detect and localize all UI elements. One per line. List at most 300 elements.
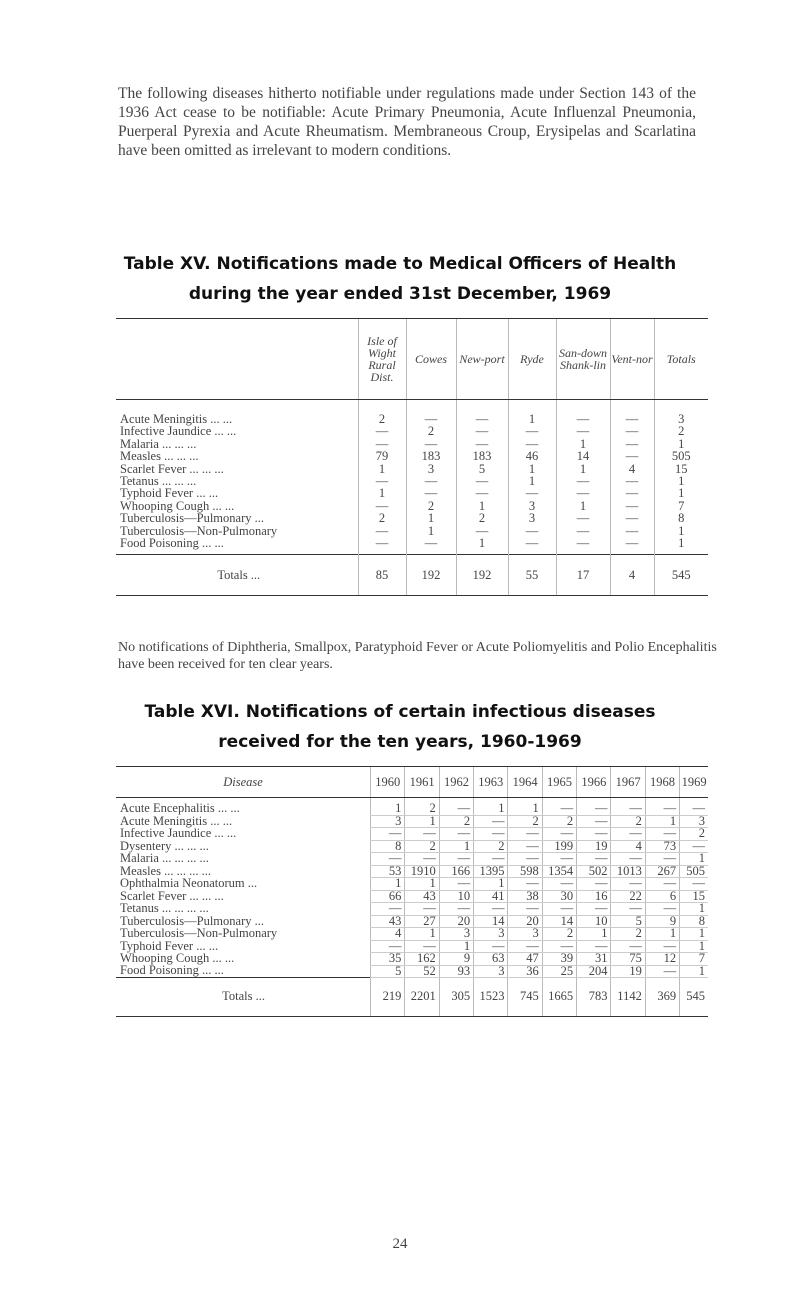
table-cell: 39 [542, 953, 576, 966]
table-cell: — [456, 487, 508, 499]
table-row [116, 512, 708, 524]
table-cell: 783 [577, 978, 611, 1017]
table-cell: 93 [439, 965, 473, 978]
table-cell: — [610, 450, 654, 462]
header-cell: San-down Shank-lin [556, 319, 610, 400]
table-cell: — [611, 940, 645, 953]
table-cell: Scarlet Fever ... ... ... [120, 888, 224, 903]
table-cell: 2 [611, 928, 645, 941]
table-cell: 15 [680, 890, 708, 903]
totals-row [116, 555, 708, 596]
table-cell: 3 [439, 928, 473, 941]
table-cell: — [611, 828, 645, 841]
table-cell: — [405, 940, 439, 953]
header-cell: 1966 [577, 767, 611, 798]
table-cell: Malaria ... ... ... [120, 436, 197, 451]
table-cell: — [508, 840, 542, 853]
table-cell: — [645, 903, 679, 916]
table-cell: 3 [474, 928, 508, 941]
table-cell: 5 [371, 965, 405, 978]
header-cell: 1962 [439, 767, 473, 798]
table-cell: 7 [654, 500, 708, 512]
table-cell: Acute Meningitis ... ... [120, 813, 233, 828]
table-cell: 3 [371, 815, 405, 828]
header-cell: Ryde [508, 319, 556, 400]
table-cell: 166 [439, 865, 473, 878]
table-cell: — [508, 537, 556, 555]
table-cell: 219 [371, 978, 405, 1017]
table-cell: 14 [556, 450, 610, 462]
table-cell: 1523 [474, 978, 508, 1017]
totals-row [116, 978, 708, 1017]
table-cell: 15 [654, 463, 708, 475]
table-cell: 22 [611, 890, 645, 903]
header-cell [116, 319, 358, 400]
table-cell: Acute Meningitis ... ... [120, 412, 233, 426]
table-cell: 505 [654, 450, 708, 462]
table-cell: — [405, 853, 439, 866]
table-cell: 1 [508, 463, 556, 475]
table-cell: 1665 [542, 978, 576, 1017]
table-cell: 12 [645, 953, 679, 966]
table-cell: — [542, 940, 576, 953]
table-cell: — [508, 940, 542, 953]
table-cell: — [611, 903, 645, 916]
table-cell: 598 [508, 865, 542, 878]
table-cell: — [542, 828, 576, 841]
table-cell: 183 [406, 450, 456, 462]
table-cell: Scarlet Fever ... ... ... [120, 461, 224, 476]
table-cell: — [439, 878, 473, 891]
table-cell: 2201 [405, 978, 439, 1017]
table-cell: Infective Jaundice ... ... [120, 424, 237, 439]
table-cell: — [556, 400, 610, 426]
table-cell: — [406, 487, 456, 499]
table-cell: — [456, 525, 508, 537]
table-cell: — [610, 487, 654, 499]
table-cell: — [508, 487, 556, 499]
table-cell: 1 [474, 798, 508, 816]
table-cell: 63 [474, 953, 508, 966]
table-cell: — [542, 853, 576, 866]
table-cell: Totals ... [116, 978, 371, 1017]
table-cell: Food Poisoning ... ... [120, 536, 224, 551]
table-cell: 1 [439, 940, 473, 953]
table-cell: — [577, 878, 611, 891]
table-cell: — [439, 828, 473, 841]
table-cell: — [406, 537, 456, 555]
table-cell: 9 [645, 915, 679, 928]
table-cell: 305 [439, 978, 473, 1017]
table-cell: 2 [680, 828, 708, 841]
table-cell: — [439, 853, 473, 866]
table-cell: 1 [358, 487, 406, 499]
table-cell: 192 [456, 555, 508, 596]
table-cell: 1 [654, 487, 708, 499]
table-cell: 1 [680, 940, 708, 953]
table-cell: — [610, 537, 654, 555]
table-cell: 53 [371, 865, 405, 878]
table-cell: — [610, 475, 654, 487]
table-cell: 10 [439, 890, 473, 903]
table-cell: — [439, 903, 473, 916]
table-cell: 16 [577, 890, 611, 903]
table-cell: — [645, 853, 679, 866]
header-cell: 1961 [405, 767, 439, 798]
table-cell: Typhoid Fever ... ... [120, 486, 219, 501]
table-row [116, 463, 708, 475]
table-cell: — [680, 878, 708, 891]
table-cell: 1 [556, 500, 610, 512]
table-cell: Tuberculosis—Non-Pulmonary [120, 926, 278, 940]
table-cell: 2 [439, 815, 473, 828]
header-cell: Vent-nor [610, 319, 654, 400]
table-cell: 36 [508, 965, 542, 978]
table-cell: 55 [508, 555, 556, 596]
table-cell: — [610, 500, 654, 512]
table-cell: 545 [680, 978, 708, 1017]
table-cell: 27 [405, 915, 439, 928]
header-cell: New-port [456, 319, 508, 400]
table-cell: Tuberculosis—Non-Pulmonary [120, 523, 278, 538]
table-cell: 30 [542, 890, 576, 903]
table-cell: 2 [405, 798, 439, 816]
table-cell: — [556, 525, 610, 537]
table-cell: Totals ... [116, 555, 358, 596]
header-cell: 1964 [508, 767, 542, 798]
table-cell: 1 [456, 500, 508, 512]
table-cell: 745 [508, 978, 542, 1017]
table-cell: — [645, 965, 679, 978]
table-cell: 66 [371, 890, 405, 903]
table-cell: — [577, 903, 611, 916]
table-cell: 46 [508, 450, 556, 462]
header-cell: 1967 [611, 767, 645, 798]
table-cell: 1 [680, 853, 708, 866]
table-cell: Whooping Cough ... ... [120, 498, 235, 513]
table-cell: 1 [371, 798, 405, 816]
header-cell: 1963 [474, 767, 508, 798]
table-cell: — [610, 400, 654, 426]
table-cell: Infective Jaundice ... ... [120, 826, 237, 840]
table-cell: 14 [474, 915, 508, 928]
table-cell: 1 [654, 537, 708, 555]
table-cell: 2 [406, 500, 456, 512]
table-xvi [116, 766, 708, 1017]
table-cell: 204 [577, 965, 611, 978]
table-cell: — [542, 903, 576, 916]
table-cell: 1 [645, 815, 679, 828]
table-cell: — [611, 853, 645, 866]
table-cell: 73 [645, 840, 679, 853]
table-cell: 2 [542, 928, 576, 941]
table-cell: 8 [371, 840, 405, 853]
table-cell: 1 [405, 815, 439, 828]
table-cell: — [474, 828, 508, 841]
table-cell: 20 [508, 915, 542, 928]
table-cell: 38 [508, 890, 542, 903]
intro-paragraph: The following diseases hitherto notifiable under regulations made under Section 143 of the 1936 Act cease to be notifiable: Acute Primary Pneumonia, Acute Influenzal Pneumonia, Puerperal Pyrexia and Acute Rheumatism. Membraneous Croup, Erysipelas and Scarlatina have been omitted as irrelevant to modern conditions. [118, 85, 696, 159]
table-cell: 502 [577, 865, 611, 878]
table-cell: — [577, 940, 611, 953]
table-cell: 1 [371, 878, 405, 891]
table-cell: — [577, 815, 611, 828]
header-cell: 1968 [645, 767, 679, 798]
table-cell: — [680, 840, 708, 853]
table-cell: — [610, 425, 654, 437]
table-cell: Malaria ... ... ... ... [120, 851, 209, 865]
table-cell: 183 [456, 450, 508, 462]
table-cell: 17 [556, 555, 610, 596]
table-cell: 1 [645, 928, 679, 941]
table-cell: 7 [680, 953, 708, 966]
table-cell: — [406, 400, 456, 426]
table-cell: 75 [611, 953, 645, 966]
table-cell: — [508, 878, 542, 891]
table-cell: 192 [406, 555, 456, 596]
table-cell: 1 [406, 525, 456, 537]
table-cell: — [577, 798, 611, 816]
table-cell: — [371, 940, 405, 953]
table-cell: 2 [406, 425, 456, 437]
table-cell: 1 [654, 475, 708, 487]
table-cell: — [371, 903, 405, 916]
table-cell: 85 [358, 555, 406, 596]
table-cell: 1 [406, 512, 456, 524]
table-cell: 1 [508, 798, 542, 816]
table-cell: — [508, 525, 556, 537]
table-cell: — [456, 425, 508, 437]
table-cell: 267 [645, 865, 679, 878]
table-cell: — [508, 853, 542, 866]
table-cell: 6 [645, 890, 679, 903]
table-cell: — [358, 425, 406, 437]
table-cell: 3 [680, 815, 708, 828]
header-cell: 1960 [371, 767, 405, 798]
header-cell: Isle of Wight Rural Dist. [358, 319, 406, 400]
table-cell: 43 [371, 915, 405, 928]
table-cell: — [508, 828, 542, 841]
table-cell: — [456, 400, 508, 426]
table-xv [116, 318, 708, 596]
header-cell: 1969 [680, 767, 708, 798]
table-cell: 10 [577, 915, 611, 928]
table-cell: — [358, 438, 406, 450]
table-cell: — [405, 903, 439, 916]
header-cell: Totals [654, 319, 708, 400]
table-cell: — [577, 853, 611, 866]
table-cell: — [556, 537, 610, 555]
table-cell: — [474, 903, 508, 916]
header-cell: 1965 [542, 767, 576, 798]
table15-subtitle: during the year ended 31st December, 1969 [188, 284, 612, 304]
table-cell: — [405, 828, 439, 841]
table-cell: 47 [508, 953, 542, 966]
table-cell: 2 [405, 840, 439, 853]
table-cell: — [556, 475, 610, 487]
table-cell: — [556, 425, 610, 437]
table-cell: — [406, 438, 456, 450]
table-cell: 1 [654, 525, 708, 537]
table-cell: 2 [611, 815, 645, 828]
header-cell: Cowes [406, 319, 456, 400]
table-cell: — [358, 537, 406, 555]
table-cell: — [508, 425, 556, 437]
table-cell: 1 [556, 463, 610, 475]
table-row [116, 425, 708, 437]
table-cell: 505 [680, 865, 708, 878]
table-cell: 1142 [611, 978, 645, 1017]
table-cell: 8 [680, 915, 708, 928]
table-cell: — [406, 475, 456, 487]
table-cell: Acute Encephalitis ... ... [120, 801, 240, 816]
table-cell: 3 [508, 928, 542, 941]
table-row [116, 400, 708, 426]
table-cell: — [577, 828, 611, 841]
table-xvi-header-row [116, 767, 708, 798]
table-cell: — [611, 878, 645, 891]
table-cell: 2 [474, 840, 508, 853]
table-cell: 31 [577, 953, 611, 966]
table-cell: — [645, 940, 679, 953]
table-cell: 8 [654, 512, 708, 524]
table-cell: 52 [405, 965, 439, 978]
table-cell: 2 [456, 512, 508, 524]
table-cell: — [610, 525, 654, 537]
table-cell: 1 [405, 878, 439, 891]
table-xv-header-row [116, 319, 708, 400]
table-cell: 3 [508, 500, 556, 512]
table-cell: 369 [645, 978, 679, 1017]
table-row [116, 798, 708, 816]
table-cell: Tuberculosis—Pulmonary ... [120, 511, 264, 526]
table-cell: — [474, 815, 508, 828]
table-cell: 1 [577, 928, 611, 941]
table-cell: Measles ... ... ... [120, 449, 199, 464]
table-cell: Food Poisoning ... ... [120, 963, 224, 978]
table-cell: 1 [456, 537, 508, 555]
table-row [116, 438, 708, 450]
table-cell: — [542, 878, 576, 891]
table-cell: 4 [610, 555, 654, 596]
table-cell: 1 [508, 400, 556, 426]
table-cell: — [358, 500, 406, 512]
table-cell: — [456, 438, 508, 450]
table-cell: — [371, 828, 405, 841]
table-cell: Dysentery ... ... ... [120, 838, 209, 853]
table-cell: 1 [680, 928, 708, 941]
table-cell: — [456, 475, 508, 487]
table-row [116, 537, 708, 555]
table-cell: 3 [508, 512, 556, 524]
table-cell: 3 [474, 965, 508, 978]
table-cell: 4 [610, 463, 654, 475]
table16-title: Table XVI. Notifications of certain infectious diseases [144, 702, 656, 722]
table-cell: — [371, 853, 405, 866]
table-row [116, 450, 708, 462]
table-cell: — [645, 878, 679, 891]
table-cell: 4 [371, 928, 405, 941]
table-cell: Typhoid Fever ... ... [120, 938, 219, 953]
table-cell: 79 [358, 450, 406, 462]
table-cell: 5 [611, 915, 645, 928]
table-cell: 1 [439, 840, 473, 853]
table-cell: 19 [611, 965, 645, 978]
table-cell: Tuberculosis—Pulmonary ... [120, 913, 264, 928]
table-cell: — [358, 525, 406, 537]
table-cell: 25 [542, 965, 576, 978]
table-cell: 1 [405, 928, 439, 941]
table-cell: 43 [405, 890, 439, 903]
table-cell: 545 [654, 555, 708, 596]
table-cell: — [474, 940, 508, 953]
table-cell: — [508, 903, 542, 916]
table-cell: 162 [405, 953, 439, 966]
table-cell: 1 [556, 438, 610, 450]
table-cell: 3 [654, 400, 708, 426]
table-cell: 3 [406, 463, 456, 475]
table-cell: — [358, 475, 406, 487]
table-cell: 1910 [405, 865, 439, 878]
table-cell: — [610, 438, 654, 450]
table-cell: 2 [542, 815, 576, 828]
table-cell: Whooping Cough ... ... [120, 951, 235, 965]
table-cell: Tetanus ... ... ... [120, 474, 197, 489]
diphtheria-note: No notifications of Diphtheria, Smallpox, Paratyphoid Fever or Acute Poliomyelitis and Polio Encephalitis have been received for ten clear years. [118, 640, 717, 672]
table-cell: — [556, 487, 610, 499]
table-row [116, 487, 708, 499]
table-cell: 14 [542, 915, 576, 928]
table-row [116, 965, 708, 978]
table-cell: 1354 [542, 865, 576, 878]
table-cell: — [610, 512, 654, 524]
table-cell: Tetanus ... ... ... ... [120, 901, 209, 915]
table-cell: 1 [508, 475, 556, 487]
table-cell: 1 [474, 878, 508, 891]
table-cell: 5 [456, 463, 508, 475]
table-cell: — [645, 798, 679, 816]
table-cell: 20 [439, 915, 473, 928]
table-cell: — [645, 828, 679, 841]
table-cell: — [680, 798, 708, 816]
table-cell: 1 [680, 965, 708, 978]
table-cell: Ophthalmia Neonatorum ... [120, 876, 258, 890]
table-cell: — [556, 512, 610, 524]
table-cell: 41 [474, 890, 508, 903]
table-cell: — [611, 798, 645, 816]
table-cell: 1 [654, 438, 708, 450]
table16-subtitle: received for the ten years, 1960-1969 [218, 732, 582, 752]
table-cell: — [474, 853, 508, 866]
table-cell: — [508, 438, 556, 450]
table-cell: — [542, 798, 576, 816]
table-cell: 9 [439, 953, 473, 966]
table-cell: 4 [611, 840, 645, 853]
table-cell: 2 [508, 815, 542, 828]
table-cell: 2 [358, 400, 406, 426]
table-cell: 2 [358, 512, 406, 524]
table-cell: 199 [542, 840, 576, 853]
page-number: 24 [392, 1236, 408, 1252]
table-cell: 1395 [474, 865, 508, 878]
table-cell: 35 [371, 953, 405, 966]
header-cell: Disease [116, 767, 371, 798]
table-cell: 1 [680, 903, 708, 916]
table-cell: 1 [358, 463, 406, 475]
table-cell: 2 [654, 425, 708, 437]
table-cell: 19 [577, 840, 611, 853]
table15-title: Table XV. Notifications made to Medical Officers of Health [123, 254, 677, 274]
